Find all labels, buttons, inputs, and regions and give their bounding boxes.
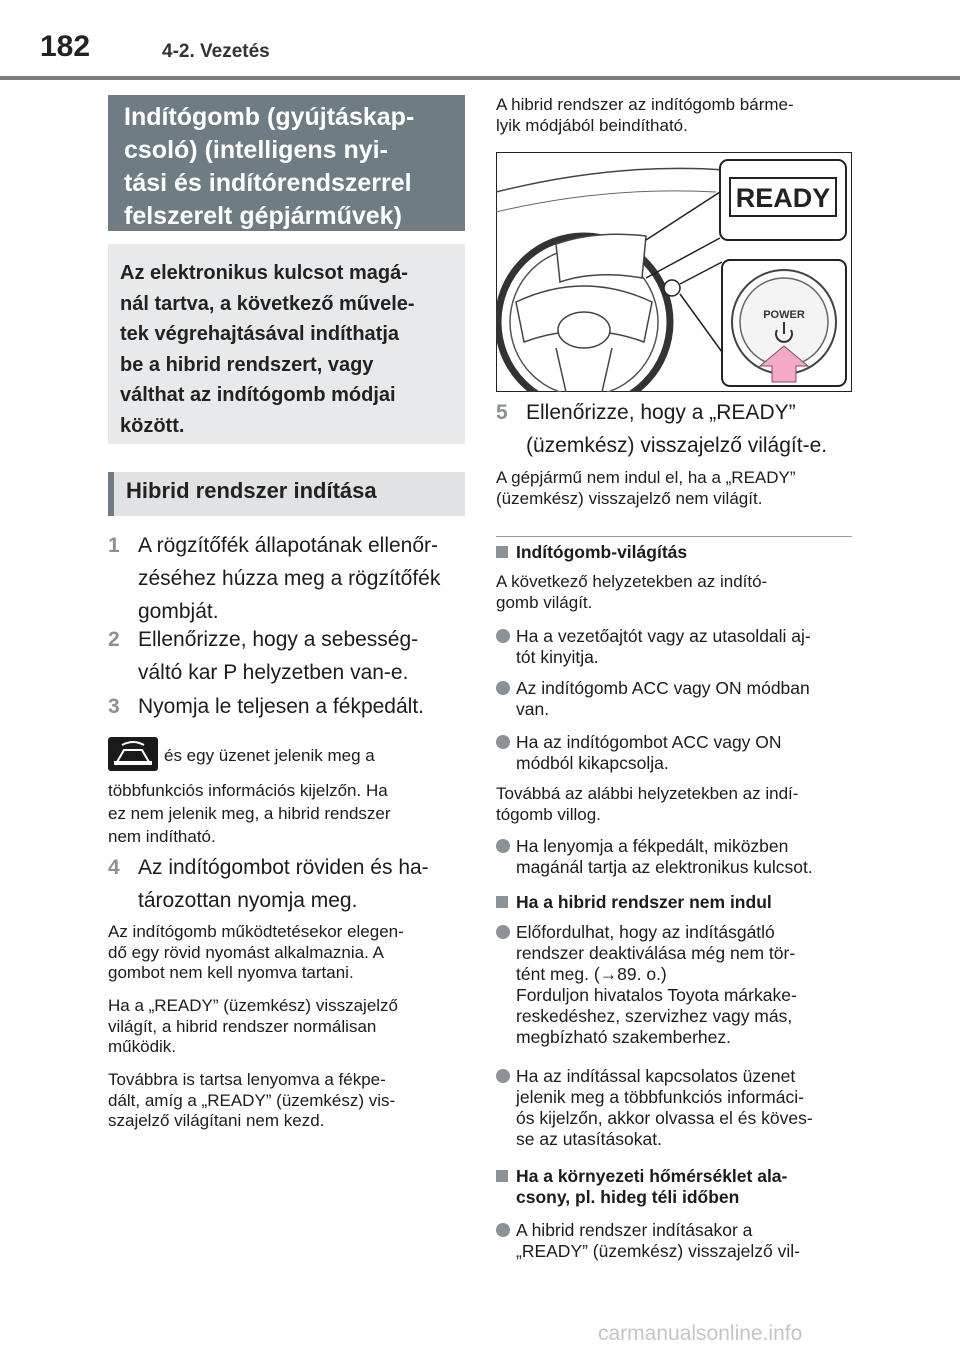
intro-text-line: lyik módjából beindítható. bbox=[496, 115, 688, 135]
note-line: működik. bbox=[108, 1037, 177, 1056]
bullet-line: reskedéshez, szervizhez vagy más, bbox=[516, 1006, 793, 1026]
title-line: Indítógomb (gyújtáskap- bbox=[124, 103, 415, 131]
heading-text: Indítógomb-világítás bbox=[516, 542, 688, 562]
bullet-line: magánál tartja az elektronikus kulcsot. bbox=[516, 857, 813, 877]
step-4 bbox=[108, 851, 468, 917]
step-line: Nyomja le teljesen a fékpedált. bbox=[138, 695, 424, 718]
text-line: Továbbá az alábbi helyzetekben az indí- bbox=[496, 784, 799, 803]
text-line: tógomb villog. bbox=[496, 804, 601, 824]
bullet-line: Ha a vezetőajtót vagy az utasoldali aj- bbox=[516, 626, 811, 646]
bullet-item bbox=[496, 678, 810, 720]
step-line: Ellenőrizze, hogy a „READY” bbox=[526, 401, 796, 424]
step-number: 3 bbox=[108, 695, 120, 718]
bullet-line: Az indítógomb ACC vagy ON módban bbox=[516, 678, 810, 698]
bullet-line: se az utasításokat. bbox=[516, 1129, 662, 1149]
step5-note bbox=[496, 468, 796, 509]
step-line: váltó kar P helyzetben van-e. bbox=[138, 661, 409, 684]
bullet-line: A hibrid rendszer indításakor a bbox=[516, 1220, 753, 1240]
right-intro bbox=[496, 95, 794, 136]
section-a-intro bbox=[496, 572, 767, 613]
round-bullet-icon bbox=[496, 1069, 510, 1083]
note-line: ez nem jelenik meg, a hibrid rendszer bbox=[108, 804, 391, 823]
bullet-line: tént meg. (→89. o.) bbox=[516, 964, 667, 984]
step-line: zéséhez húzza meg a rögzítőfék bbox=[138, 567, 441, 590]
bullet-line: rendszer deaktiválása még nem tör- bbox=[516, 943, 796, 963]
bullet-line: Ha az indítógombot ACC vagy ON bbox=[516, 732, 782, 752]
section-c-heading bbox=[496, 1166, 787, 1208]
square-bullet-icon bbox=[496, 896, 508, 908]
bullet-item bbox=[496, 732, 782, 774]
heading-text: Ha a hibrid rendszer nem indul bbox=[516, 892, 772, 912]
bullet-line: Forduljon hivatalos Toyota márkake- bbox=[516, 985, 797, 1005]
step3-note-first: és egy üzenet jelenik meg a bbox=[164, 746, 375, 765]
bullet-item bbox=[496, 1220, 800, 1262]
note-line: dált, amíg a „READY” (üzemkész) vis- bbox=[108, 1090, 396, 1110]
step-2 bbox=[108, 623, 468, 689]
bullet-item bbox=[496, 1066, 813, 1150]
bullet-line: tót kinyitja. bbox=[516, 647, 599, 667]
title-line: csoló) (intelligens nyi- bbox=[124, 136, 388, 164]
title-box bbox=[108, 95, 465, 231]
note-line: Az indítógomb működtetésekor elegen- bbox=[108, 922, 404, 941]
step-line: tározottan nyomja meg. bbox=[138, 889, 358, 912]
power-button-label: POWER bbox=[763, 309, 805, 321]
round-bullet-icon bbox=[496, 839, 510, 853]
step4-note-3 bbox=[108, 1070, 395, 1132]
section-b-heading bbox=[496, 892, 772, 913]
bullet-line: ós kijelzőn, akkor olvassa el és köves- bbox=[516, 1108, 813, 1128]
note-line: Továbbra is tartsa lenyomva a fékpe- bbox=[108, 1070, 386, 1089]
intro-line: válthat az indítógomb módjai bbox=[120, 384, 396, 406]
step-number: 4 bbox=[108, 856, 120, 879]
bullet-line: van. bbox=[516, 699, 550, 719]
dashboard-illustration bbox=[496, 152, 852, 392]
bullet-line: Előfordulhat, hogy az indításgátló bbox=[516, 922, 775, 942]
round-bullet-icon bbox=[496, 629, 510, 643]
driving-indicator-icon bbox=[108, 737, 158, 771]
step-line: Ellenőrizze, hogy a sebesség- bbox=[138, 628, 419, 651]
section-a-heading bbox=[496, 542, 687, 563]
bullet-line: Ha lenyomja a fékpedált, miközben bbox=[516, 836, 789, 856]
section-a-extra bbox=[496, 784, 798, 825]
bullet-item bbox=[496, 626, 811, 668]
square-bullet-icon bbox=[496, 546, 508, 558]
step-line: gombját. bbox=[138, 600, 219, 623]
intro-box bbox=[108, 244, 465, 444]
text-line: gomb világít. bbox=[496, 592, 593, 612]
note-line: többfunkciós információs kijelzőn. Ha bbox=[108, 781, 388, 800]
intro-line: nál tartva, a következő művele- bbox=[120, 292, 415, 315]
square-bullet-icon bbox=[496, 1170, 508, 1182]
bullet-line: jelenik meg a többfunkciós informáci- bbox=[516, 1087, 804, 1107]
step-3 bbox=[108, 690, 468, 723]
note-line: dő egy rövid nyomást alkalmaznia. A bbox=[108, 942, 384, 962]
step-line: (üzemkész) visszajelző világít-e. bbox=[526, 434, 828, 457]
section-divider bbox=[496, 536, 852, 537]
note-line: (üzemkész) visszajelző nem világít. bbox=[496, 488, 763, 508]
intro-line: Az elektronikus kulcsot magá- bbox=[120, 262, 408, 284]
step-number: 2 bbox=[108, 628, 120, 651]
intro-line: között. bbox=[120, 414, 185, 437]
step-number: 1 bbox=[108, 534, 120, 557]
step-number: 5 bbox=[496, 401, 508, 424]
intro-text-line: A hibrid rendszer az indítógomb bárme- bbox=[496, 95, 794, 114]
intro-line: be a hibrid rendszert, vagy bbox=[120, 353, 374, 376]
note-line: Ha a „READY” (üzemkész) visszajelző bbox=[108, 996, 399, 1015]
note-line: nem indítható. bbox=[108, 827, 216, 846]
watermark: carmanualsonline.info bbox=[598, 1322, 803, 1345]
bullet-item bbox=[496, 922, 797, 1048]
section-label: 4-2. Vezetés bbox=[162, 41, 270, 62]
bullet-line: módból kikapcsolja. bbox=[516, 753, 669, 773]
note-line: gombot nem kell nyomva tartani. bbox=[108, 963, 354, 982]
round-bullet-icon bbox=[496, 735, 510, 749]
title-line: felszerelt gépjárművek) bbox=[124, 202, 402, 230]
note-line: A gépjármű nem indul el, ha a „READY” bbox=[496, 468, 796, 487]
ready-indicator-label: READY bbox=[735, 183, 831, 213]
header-rule bbox=[0, 76, 960, 80]
bullet-line: Ha az indítással kapcsolatos üzenet bbox=[516, 1066, 796, 1086]
heading-text: csony, pl. hideg téli időben bbox=[516, 1187, 740, 1207]
step3-note bbox=[108, 779, 391, 848]
intro-line: tek végrehajtásával indíthatja bbox=[120, 323, 400, 345]
step-5 bbox=[496, 396, 876, 462]
round-bullet-icon bbox=[496, 925, 510, 939]
step4-note-1 bbox=[108, 922, 404, 984]
bullet-item bbox=[496, 836, 813, 878]
sub-heading: Hibrid rendszer indítása bbox=[108, 472, 465, 516]
title-line: tási és indítórendszerrel bbox=[124, 169, 412, 197]
page-number: 182 bbox=[40, 30, 91, 63]
step-1 bbox=[108, 529, 468, 628]
round-bullet-icon bbox=[496, 681, 510, 695]
note-line: világít, a hibrid rendszer normálisan bbox=[108, 1016, 377, 1036]
heading-text: Ha a környezeti hőmérséklet ala- bbox=[516, 1166, 788, 1186]
step-line: Az indítógombot röviden és ha- bbox=[138, 856, 429, 879]
bullet-line: megbízható szakemberhez. bbox=[516, 1027, 731, 1047]
bullet-line: „READY” (üzemkész) visszajelző vil- bbox=[516, 1241, 800, 1261]
step4-note-2 bbox=[108, 996, 398, 1058]
note-line: szajelző világítani nem kezd. bbox=[108, 1111, 325, 1130]
text-line: A következő helyzetekben az indító- bbox=[496, 572, 768, 591]
step-line: A rögzítőfék állapotának ellenőr- bbox=[138, 534, 439, 557]
round-bullet-icon bbox=[496, 1223, 510, 1237]
